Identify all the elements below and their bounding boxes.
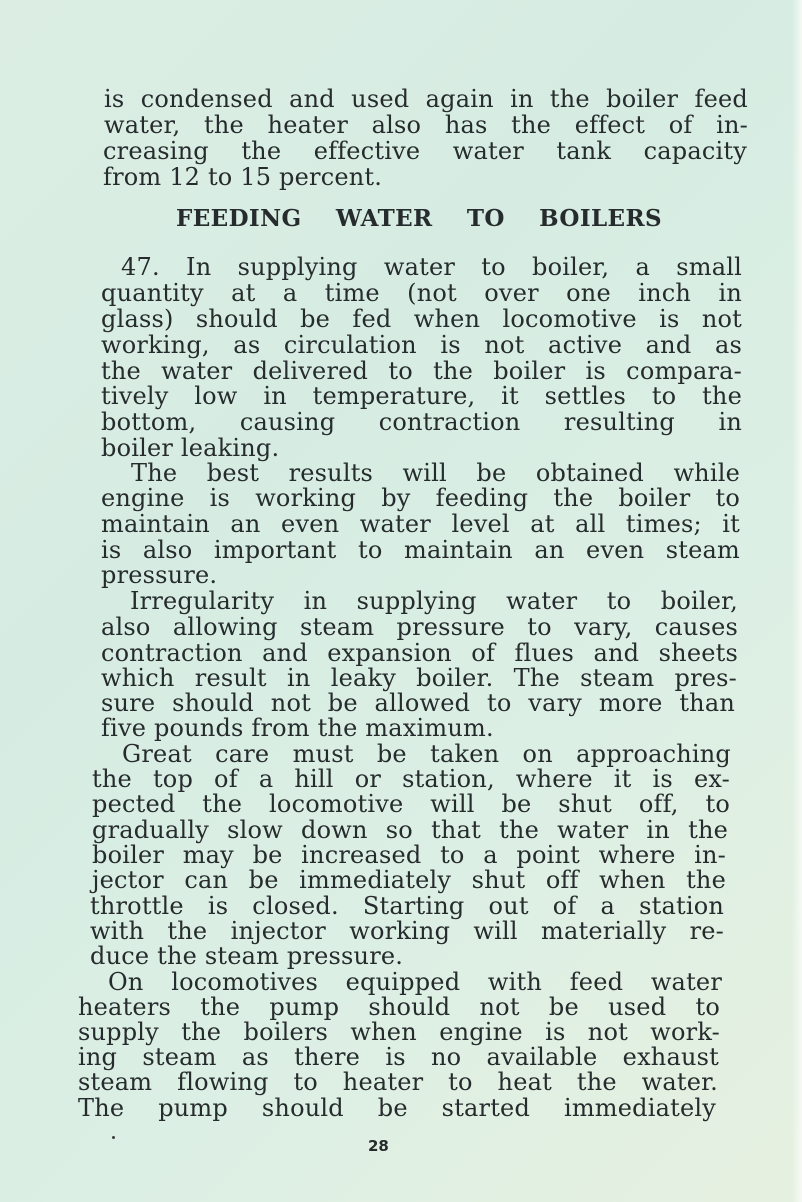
text-line: engine is working by feeding the boiler to [101, 484, 740, 512]
section-heading: FEEDING WATER TO BOILERS [176, 205, 662, 232]
text-line: pected the locomotive will be shut off, to [92, 790, 730, 818]
text-line: quantity at a time (not over one inch in [101, 279, 742, 307]
text-line: the top of a hill or station, where it is ex- [92, 765, 730, 793]
text-line: maintain an even water level at all times; it [101, 510, 740, 538]
text-line: ing steam as there is no available exhaust [78, 1043, 719, 1071]
text-line: heaters the pump should not be used to [78, 993, 720, 1021]
text-line: is also important to maintain an even steam [101, 536, 740, 564]
text-line: boiler may be increased to a point where in- [92, 841, 726, 869]
text-line: bottom, causing contraction resulting in [101, 408, 742, 436]
text-line: water, the heater also has the effect of in- [104, 111, 748, 139]
text-line: the water delivered to the boiler is compara- [101, 357, 742, 385]
text-line: The best results will be obtained while [131, 459, 740, 487]
text-line: jector can be immediately shut off when the [92, 866, 726, 894]
text-line: from 12 to 15 percent. [103, 163, 383, 191]
text-line: steam flowing to heater to heat the water. [78, 1068, 718, 1096]
text-line: glass) should be fed when locomotive is not [101, 305, 742, 333]
text-line: 47. In supplying water to boiler, a small [121, 253, 742, 281]
text-line: duce the steam pressure. [90, 942, 404, 970]
text-line: boiler leaking. [101, 434, 280, 462]
text-line: On locomotives equipped with feed water [108, 968, 722, 996]
text-line: creasing the effective water tank capacity [103, 137, 747, 165]
text-line: sure should not be allowed to vary more than [101, 689, 735, 717]
text-line: Great care must be taken on approaching [122, 740, 731, 768]
text-line: contraction and expansion of flues and sheets [101, 639, 738, 667]
text-line: throttle is closed. Starting out of a station [90, 892, 724, 920]
text-line: gradually slow down so that the water in the [92, 816, 728, 844]
text-line: is condensed and used again in the boiler feed [104, 85, 748, 113]
text-line: with the injector working will materially re- [90, 917, 724, 945]
text-line: Irregularity in supplying water to boiler, [130, 587, 738, 615]
text-line: The pump should be started immediately [78, 1094, 716, 1122]
text-line: which result in leaky boiler. The steam pres- [101, 664, 737, 692]
text-line: also allowing steam pressure to vary, causes [101, 613, 738, 641]
text-line: pressure. [101, 561, 218, 589]
page-number: 28 [368, 1137, 389, 1155]
print-speck [112, 1136, 115, 1139]
text-line: five pounds from the maximum. [101, 714, 494, 742]
text-line: supply the boilers when engine is not work- [78, 1018, 720, 1046]
text-line: working, as circulation is not active and as [101, 331, 742, 359]
text-line: tively low in temperature, it settles to the [101, 382, 742, 410]
page-edge [792, 0, 802, 1202]
